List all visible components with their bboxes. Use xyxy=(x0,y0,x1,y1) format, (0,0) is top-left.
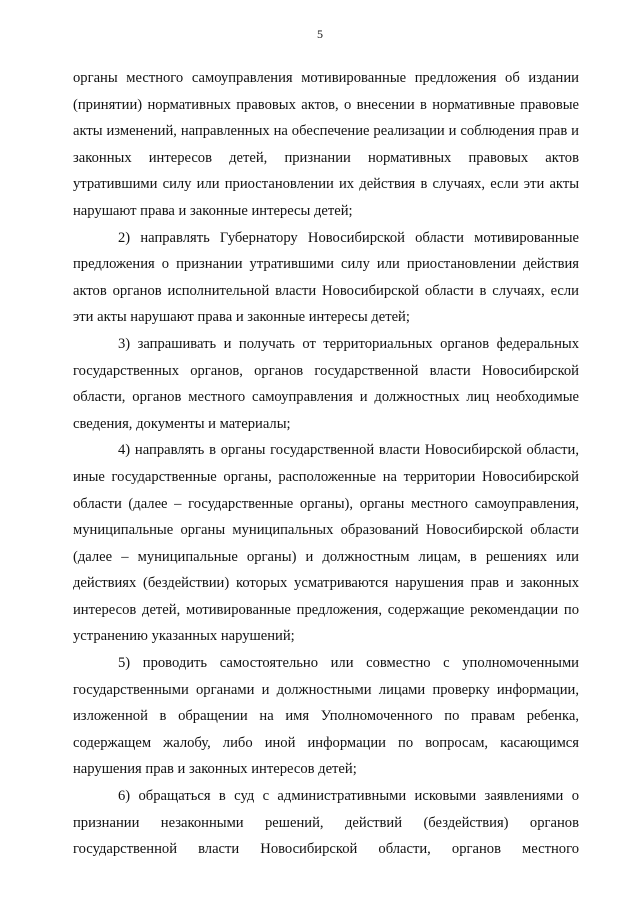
paragraph-item-3: 3) запрашивать и получать от территориальных органов федеральных государственных органов, органов государственной власти Новосибирской области, органов местного самоуправления и должностных лиц необходимые сведения, документы и материалы; xyxy=(73,335,579,432)
document-body xyxy=(73,65,579,863)
paragraph-1-continuation: органы местного самоуправления мотивированные предложения об издании (принятии) нормативных правовых актов, о внесении в нормативные правовые акты изменений, направленных на обеспечение реализации и соблюдения прав и законных интересов детей, признании нормативных правовых актов утратившими силу или приостановлении их действия в случаях, если эти акты нарушают права и законные интересы детей; xyxy=(73,70,579,219)
paragraph-item-5: 5) проводить самостоятельно или совместно с уполномоченными государственными органами и должностными лицами проверку информации, изложенной в обращении на имя Уполномоченного по правам ребенка, содержащем жалобу, либо иной информации по вопросам, касающимся нарушения прав и законных интересов детей; xyxy=(73,655,579,778)
paragraph-item-2: 2) направлять Губернатору Новосибирской области мотивированные предложения о признании утратившими силу или приостановлении действия актов органов исполнительной власти Новосибирской области в случаях, если эти акты нарушают права и законные интересы детей; xyxy=(73,229,579,326)
paragraph-item-6: 6) обращаться в суд с административными исковыми заявлениями о признании незаконными решений, действий (бездействия) органов государственной власти Новосибирской области, органов местного xyxy=(73,788,579,858)
page-number: 5 xyxy=(317,27,323,41)
paragraph-item-4: 4) направлять в органы государственной власти Новосибирской области, иные государственные органы, расположенные на территории Новосибирской области (далее – государственные органы), органы местного самоуправления, муниципальные органы муниципальных образований Новосибирской области (далее – муниципальные органы) и должностным лицам, в решениях или действиях (бездействии) которых усматриваются нарушения прав и законных интересов детей, мотивированные предложения, содержащие рекомендации по устранению указанных нарушений; xyxy=(73,442,579,645)
